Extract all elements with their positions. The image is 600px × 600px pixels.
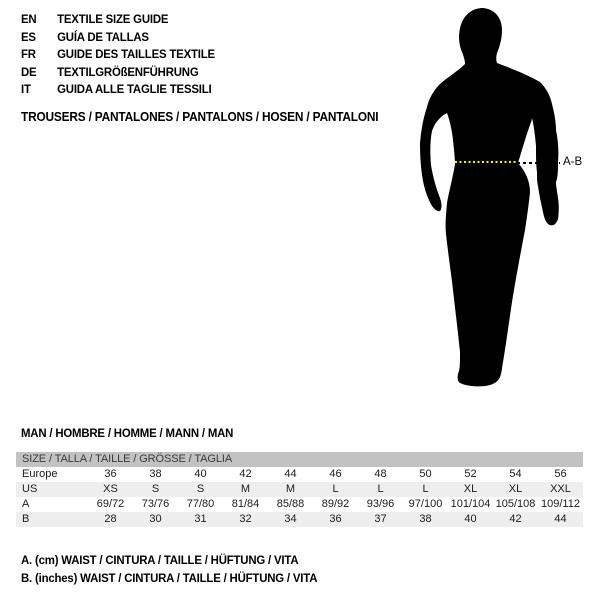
waist-measure-line-on-body <box>455 161 517 163</box>
size-cell: 56 <box>554 468 567 480</box>
size-cell: L <box>422 483 429 495</box>
size-cell: 85/88 <box>276 498 305 510</box>
size-cell: 50 <box>419 468 432 480</box>
language-code: IT <box>21 82 31 97</box>
language-title: GUIDE DES TAILLES TEXTILE <box>57 47 215 62</box>
size-cell: 42 <box>239 468 252 480</box>
size-cell: XXL <box>550 483 571 495</box>
language-title: GUÍA DE TALLAS <box>57 29 149 44</box>
size-cell: 52 <box>464 468 477 480</box>
size-cell: XL <box>463 483 478 495</box>
measurement-footnotes <box>21 552 317 587</box>
size-cell: 31 <box>194 513 207 525</box>
measure-label-ab: A-B <box>563 156 583 168</box>
size-cell: 36 <box>329 513 342 525</box>
row-label: A <box>22 498 30 510</box>
size-cell: 81/84 <box>231 498 260 510</box>
size-cell: 73/76 <box>141 498 170 510</box>
size-cell: 28 <box>104 513 117 525</box>
row-label: US <box>22 483 38 495</box>
size-cell: M <box>240 483 251 495</box>
size-cell: XL <box>508 483 523 495</box>
size-table <box>16 452 583 527</box>
language-line-fr <box>21 46 215 64</box>
footnote-b: B. (inches) WAIST / CINTURA / TAILLE / HÜFTUNG / VITA <box>21 570 318 585</box>
size-cell: 34 <box>284 513 297 525</box>
size-cell: S <box>151 483 160 495</box>
size-cell: 101/104 <box>450 498 491 510</box>
language-code: ES <box>21 29 36 44</box>
table-row-a-cm <box>16 497 583 512</box>
size-cell: 30 <box>149 513 162 525</box>
language-line-it <box>21 81 215 99</box>
language-line-de <box>21 64 215 82</box>
footnote-a: A. (cm) WAIST / CINTURA / TAILLE / HÜFTUNG / VITA <box>21 553 299 567</box>
language-code: DE <box>21 64 37 79</box>
size-cell: 54 <box>509 468 522 480</box>
size-cell: 48 <box>374 468 387 480</box>
garment-category-title: TROUSERS / PANTALONES / PANTALONS / HOSEN / PANTALONI <box>21 110 379 124</box>
size-cell: M <box>285 483 296 495</box>
language-code: FR <box>21 47 36 62</box>
size-cell: 36 <box>104 468 117 480</box>
size-cell: 97/100 <box>408 498 443 510</box>
size-cell: 42 <box>509 513 522 525</box>
row-label: B <box>22 513 30 525</box>
waist-measure-line-leader <box>517 162 560 164</box>
size-cell: S <box>196 483 205 495</box>
size-cell: 38 <box>419 513 432 525</box>
table-row-us <box>16 482 583 497</box>
table-row-europe <box>16 467 583 482</box>
size-cell: 44 <box>284 468 297 480</box>
language-title: GUIDA ALLE TAGLIE TESSILI <box>57 82 212 97</box>
language-title-list <box>21 11 215 99</box>
language-line-en <box>21 11 215 29</box>
size-cell: L <box>332 483 339 495</box>
size-cell: 32 <box>239 513 252 525</box>
size-cell: 44 <box>554 513 567 525</box>
size-cell: 37 <box>374 513 387 525</box>
row-label: Europe <box>22 468 58 480</box>
size-cell: 93/96 <box>366 498 395 510</box>
size-cell: 38 <box>149 468 162 480</box>
size-cell: 40 <box>464 513 477 525</box>
language-code: EN <box>21 12 37 26</box>
gender-section-title: MAN / HOMBRE / HOMME / MANN / MAN <box>21 426 234 440</box>
language-title: TEXTILGRÖßENFÜHRUNG <box>57 64 199 79</box>
size-cell: 89/92 <box>321 498 350 510</box>
size-cell: 109/112 <box>541 498 580 510</box>
size-cell: 105/108 <box>495 498 536 510</box>
table-row-b-inches <box>16 512 583 527</box>
size-cell: XS <box>103 483 118 495</box>
size-cell: 46 <box>329 468 342 480</box>
size-table-header: SIZE / TALLA / TAILLE / GRÖSSE / TAGLIA <box>16 452 583 467</box>
size-cell: 69/72 <box>96 498 125 510</box>
size-cell: L <box>377 483 384 495</box>
language-title: TEXTILE SIZE GUIDE <box>57 12 169 26</box>
size-cell: 40 <box>194 468 207 480</box>
language-line-es <box>21 29 215 47</box>
size-cell: 77/80 <box>186 498 215 510</box>
man-silhouette <box>390 0 600 410</box>
